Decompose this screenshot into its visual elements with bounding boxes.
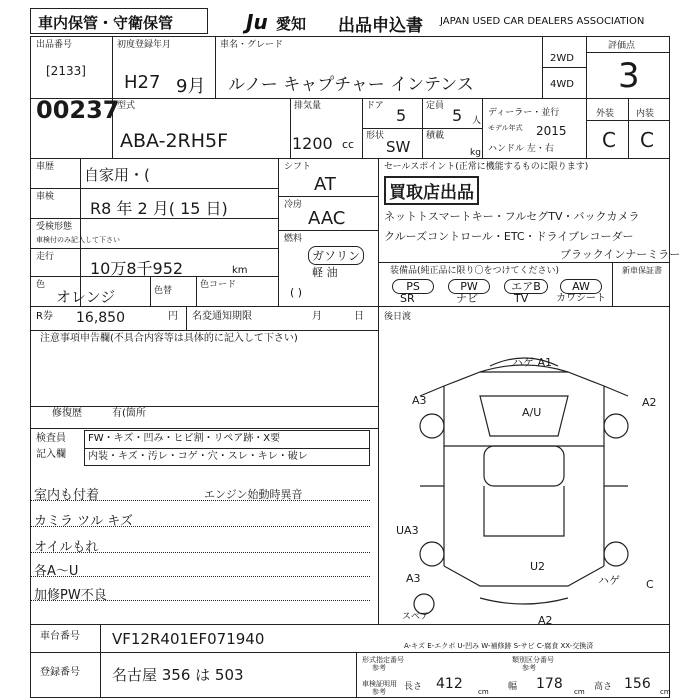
recycle-value: 16,850 [76,310,125,326]
load-label: 積載 [426,131,445,141]
rule [278,158,279,306]
diagram-top-mark: ハゲ A1 [512,356,553,369]
ac-value: AAC [308,208,346,229]
history-label: 車歴 [36,162,55,172]
equipment-label: 装備品(純正品に限り〇をつけてください) [390,266,560,276]
width-unit: cm [574,688,585,696]
equipment-aw: AW [560,279,602,294]
interior-grade: C [640,128,654,152]
buyer-stamp: 買取店出品 [384,176,479,205]
diagram-a3-left: A3 [412,394,427,407]
rule [150,276,151,306]
rule [84,448,370,449]
model-year-label: モデル年式 [488,124,523,132]
rule [586,120,670,121]
rule [100,624,101,698]
inspector-label-1: 検査員 [36,433,66,444]
rule [612,262,613,306]
rule [542,67,586,68]
body-value: SW [386,138,411,156]
seats-label: 定員 [426,101,445,111]
first-reg-label: 初度登録年月 [117,40,172,50]
fuel-value: ガソリン [308,246,364,265]
doors-label: ドア [366,101,384,111]
rule [378,262,670,263]
rule [30,552,370,553]
inspector-row-1: FW・キズ・凹み・ヒビ割・リペア跡・X要 [88,433,281,444]
caution-label: 注意事項申告欄(不具合内容等は具体的に記入して下さい) [40,333,298,344]
inspector-row-2: 内装・キズ・汚レ・コゲ・穴・スレ・キレ・破レ [88,451,308,462]
rule [278,196,378,197]
seats-value: 5 [452,106,463,125]
drive-2wd: 2WD [550,53,574,64]
association-name: JAPAN USED CAR DEALERS ASSOCIATION [440,16,645,27]
notice-month: 月 [312,311,322,322]
car-diagram [380,336,668,624]
rule [30,188,278,189]
first-reg-month: 9月 [176,76,206,97]
rule [278,230,378,231]
history-value: 自家用・( [84,166,150,184]
rule [80,158,81,306]
equipment-pw: PW [448,279,490,294]
model-year-value: 2015 [536,124,567,138]
lot-no-label: 出品番号 [36,40,73,50]
inspector-line-2: カミラ ツル キズ [34,514,134,529]
height-unit: cm [660,688,671,696]
equipment-navi: ナビ [456,292,478,305]
spec-sub: 参考 [372,664,386,672]
inspection-label: 車検 [36,192,55,202]
sales-line-2: クルーズコントロール・ETC・ドライブレコーダー [384,230,634,243]
load-unit: kg [470,148,481,158]
rule [30,406,378,407]
class-sub: 参考 [522,664,536,672]
diagram-haga: ハゲ [598,574,620,587]
spare-label: スペア [402,612,430,622]
fuel-alt: 軽 油 [312,266,338,279]
interior-label: 内装 [636,109,655,119]
fuel-paren: ( ) [290,286,303,299]
equipment-airbag: エアB [504,279,548,294]
height-label: 高さ [594,682,613,692]
storage-label: 車内保管・守衛保管 [38,14,174,32]
diagram-small-c: C [646,578,654,591]
shift-value: AT [314,174,336,195]
rule [215,36,216,98]
ac-label: 冷房 [284,200,303,210]
inspection-value: R8 年 2 月( 15 日) [90,199,228,218]
after-delivery-label: 後日渡 [384,312,412,322]
rule [30,526,370,527]
rule [30,330,378,331]
sales-points-label: セールスポイント(正常に機能するものに限ります) [384,162,589,172]
diagram-hood-mark: A/U [522,406,542,419]
logo-text: 愛知 [276,15,307,33]
mileage-unit: km [232,265,248,276]
color-code-label: 色コード [200,280,237,290]
equipment-kawa-seat: カワシート [556,293,606,304]
equipment-sr: SR [400,292,415,305]
rule [290,98,291,158]
chassis-label: 車台番号 [40,631,80,642]
exterior-label: 外装 [596,109,615,119]
fuel-label: 燃料 [284,234,303,244]
grade-label: 評価点 [608,41,636,51]
inspector-line-5: 加修PW不良 [34,588,107,603]
color-label: 色 [36,280,46,290]
lot-bracket: [2133] [46,64,86,78]
diagram-a3-lower: A3 [406,572,421,585]
displacement-label: 排気量 [294,101,322,111]
height-value: 156 [624,676,651,692]
inspection-type-note: 車検付のみ記入して下さい [36,236,120,244]
inspector-line-4: 各A～U [34,564,79,579]
width-value: 178 [536,676,563,692]
rule [30,600,370,601]
inspector-line-3: オイルもれ [34,540,99,555]
rule [30,500,370,501]
rule [30,248,278,249]
damage-legend: A-キズ E-エクボ U-凹み W-補修跡 S-サビ C-腐食 XX-交換済 [404,642,594,650]
rule [586,52,670,53]
note-engine: エンジン始動時異音 [204,488,303,501]
reg-label: 登録番号 [40,667,80,678]
mileage-label: 走行 [36,252,55,262]
repair-label: 修復歴 [52,408,82,419]
rule [378,158,379,624]
spec-label: 形式指定番号 [362,656,404,664]
drive-4wd: 4WD [550,79,574,90]
rule [356,652,357,698]
inspector-label-2: 記入欄 [36,449,66,460]
body-label: 形状 [366,131,385,141]
displacement-unit: cc [342,138,355,151]
recycle-label: R券 [36,311,53,322]
model-name: ルノー キャプチャー インテンス [228,75,474,95]
length-unit: cm [478,688,489,696]
diagram-rear-mark: A2 [538,614,553,627]
chassis-value: VF12R401EF071940 [112,630,265,648]
mileage-value: 10万8千952 [90,259,184,278]
sales-line-3: ブラックインナーミラー [560,248,681,261]
rule [362,128,482,129]
repaint-label: 色替 [154,286,173,296]
shift-label: シフト [284,162,312,172]
model-label: 車名・グレード [220,40,284,50]
certificate-label: 車検証明用 [362,680,397,688]
notice-day: 日 [354,311,364,322]
ju-logo: Ju [246,10,268,34]
dealer-label: ディーラー・並行 [488,108,560,118]
form-title: 出品申込書 [338,16,423,36]
type-label: 型式 [117,101,136,111]
rule [628,98,629,158]
grade-value: 3 [618,56,640,96]
width-label: 幅 [508,682,518,692]
seats-unit: 人 [472,116,482,126]
diagram-u2: U2 [530,560,546,573]
notice-label: 名変通知期限 [192,311,252,322]
reg-value: 名古屋 356 は 503 [112,666,244,684]
sales-line-1: ネットトスマートキー・フルセグTV・バックカメラ [384,210,640,223]
rule [482,98,483,158]
rule [30,428,378,429]
class-label: 類別区分番号 [512,656,554,664]
doors-value: 5 [396,106,407,125]
first-reg-era: H27 [124,72,161,93]
equipment-tv: TV [514,292,529,305]
repair-value: 有(箇所 [112,408,146,419]
rule [30,98,670,99]
equipment-ps: PS [392,279,434,294]
color-value: オレンジ [56,288,116,306]
diagram-ua3: UA3 [396,524,419,537]
reference-label: 参考 [372,688,386,696]
recycle-yen: 円 [168,311,178,322]
length-label: 長さ [404,682,423,692]
rule [30,158,670,159]
lot-number: 00237 [36,96,120,124]
rule [30,306,670,307]
rule [586,36,587,158]
warranty-label: 新車保証書 [622,266,662,275]
displacement-value: 1200 [292,134,333,153]
inspection-type-label: 受検形態 [36,222,73,232]
rule [30,624,670,625]
length-value: 412 [436,676,463,692]
inspector-line-1: 室内も付着 [34,488,100,503]
rule [196,276,197,306]
rule [186,306,187,330]
rule [30,652,670,653]
diagram-a2-right: A2 [642,396,657,409]
type-value: ABA-2RH5F [120,130,229,152]
handle-label: ハンドル 左・右 [488,144,554,154]
rule [30,576,370,577]
exterior-grade: C [602,128,616,152]
